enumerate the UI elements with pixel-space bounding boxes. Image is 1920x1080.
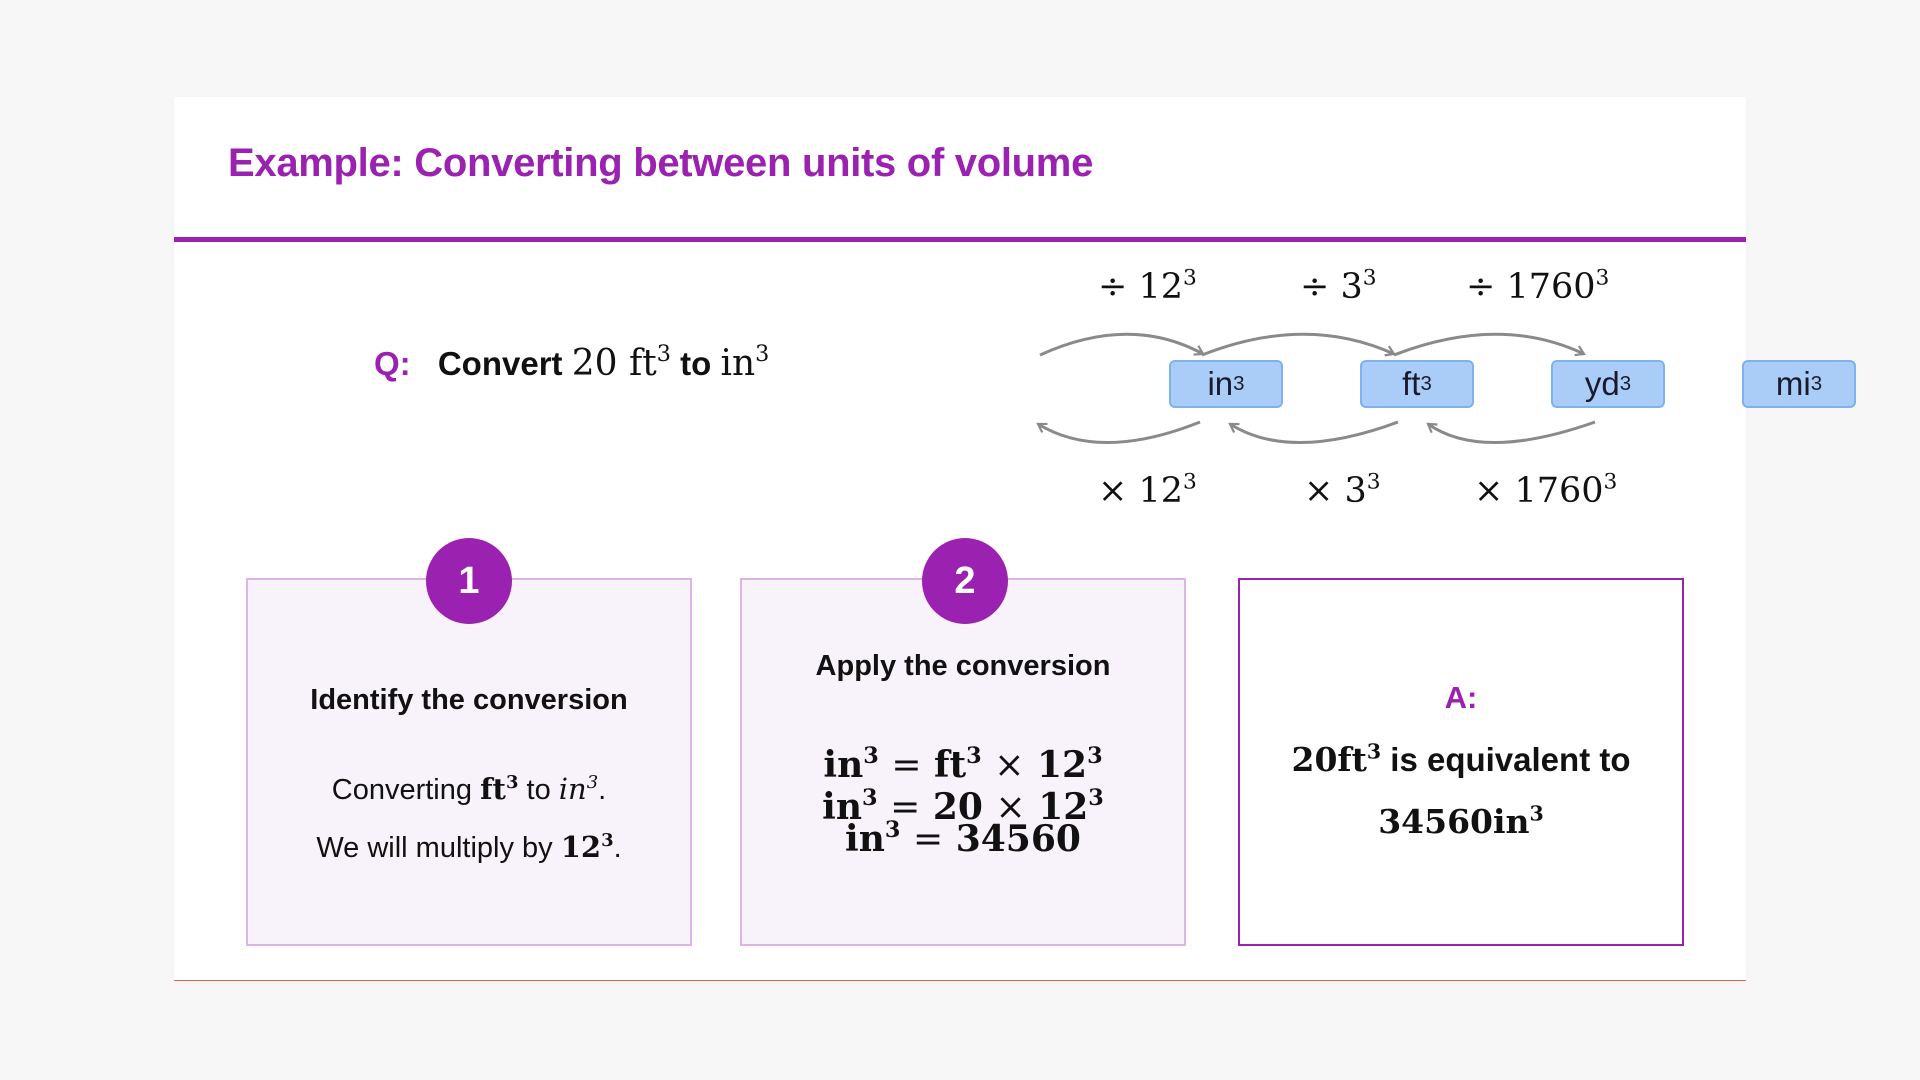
unit-box-cubic-inches: in 3 [1169,360,1283,408]
question [374,343,769,384]
step2-heading: Apply the conversion [815,650,1111,682]
step1-heading: Identify the conversion [310,684,628,716]
equation-line-2: $in^3 = 20 \times 12^3$ [822,785,1104,828]
equation-line-1: $in^3 = ft^3 \times 12^3$ [823,743,1103,786]
question-to-unit: $in^3$ [720,341,770,384]
step2-card [740,559,1186,946]
arrow-mi-to-yd [1428,422,1595,443]
question-from-value: 20 $ft^3$ [571,341,671,384]
multiply-label-12: × $12^3$ [1098,469,1197,511]
step2-badge: 2 [922,538,1008,624]
answer-card [1238,578,1684,946]
multiply-label-3: × $3^3$ [1304,469,1381,511]
slide [174,97,1823,981]
equation-line-3: $in^3 = 34560$ [845,817,1081,860]
arrow-ft-to-in [1038,422,1200,443]
arrow-yd-to-mi [1394,334,1584,355]
title-divider [174,237,1746,242]
step1-line1: Converting $ft^3$ to $in^3$. [331,771,607,806]
arrow-in-to-ft [1040,334,1203,355]
step1-line2: We will multiply by $12^3$. [316,829,622,864]
page-title: Example: Converting between units of volume [228,141,1094,185]
divide-label-1760: ÷ 1760$^3$ [1466,265,1610,307]
multiply-label-1760: × 1760$^3$ [1474,469,1618,511]
question-to-word: to [680,345,712,382]
unit-box-cubic-feet: ft 3 [1360,360,1474,408]
step1-badge: 1 [426,538,512,624]
answer-result: $34560in^3$ [1378,801,1544,841]
arrow-yd-to-ft [1230,422,1398,443]
arrow-ft-to-yd [1202,334,1394,355]
answer-line-1: $20ft^3$ is equivalent to [1291,739,1631,779]
unit-box-cubic-miles: mi 3 [1742,360,1856,408]
question-convert-word: Convert [437,345,563,382]
divide-label-3: ÷ $3^3$ [1300,265,1377,307]
divide-label-12: ÷ $12^3$ [1098,265,1197,307]
question-label: Q: [374,345,411,382]
answer-label: A: [1444,680,1478,715]
unit-box-cubic-yards: yd 3 [1551,360,1665,408]
step1-card [246,559,692,946]
